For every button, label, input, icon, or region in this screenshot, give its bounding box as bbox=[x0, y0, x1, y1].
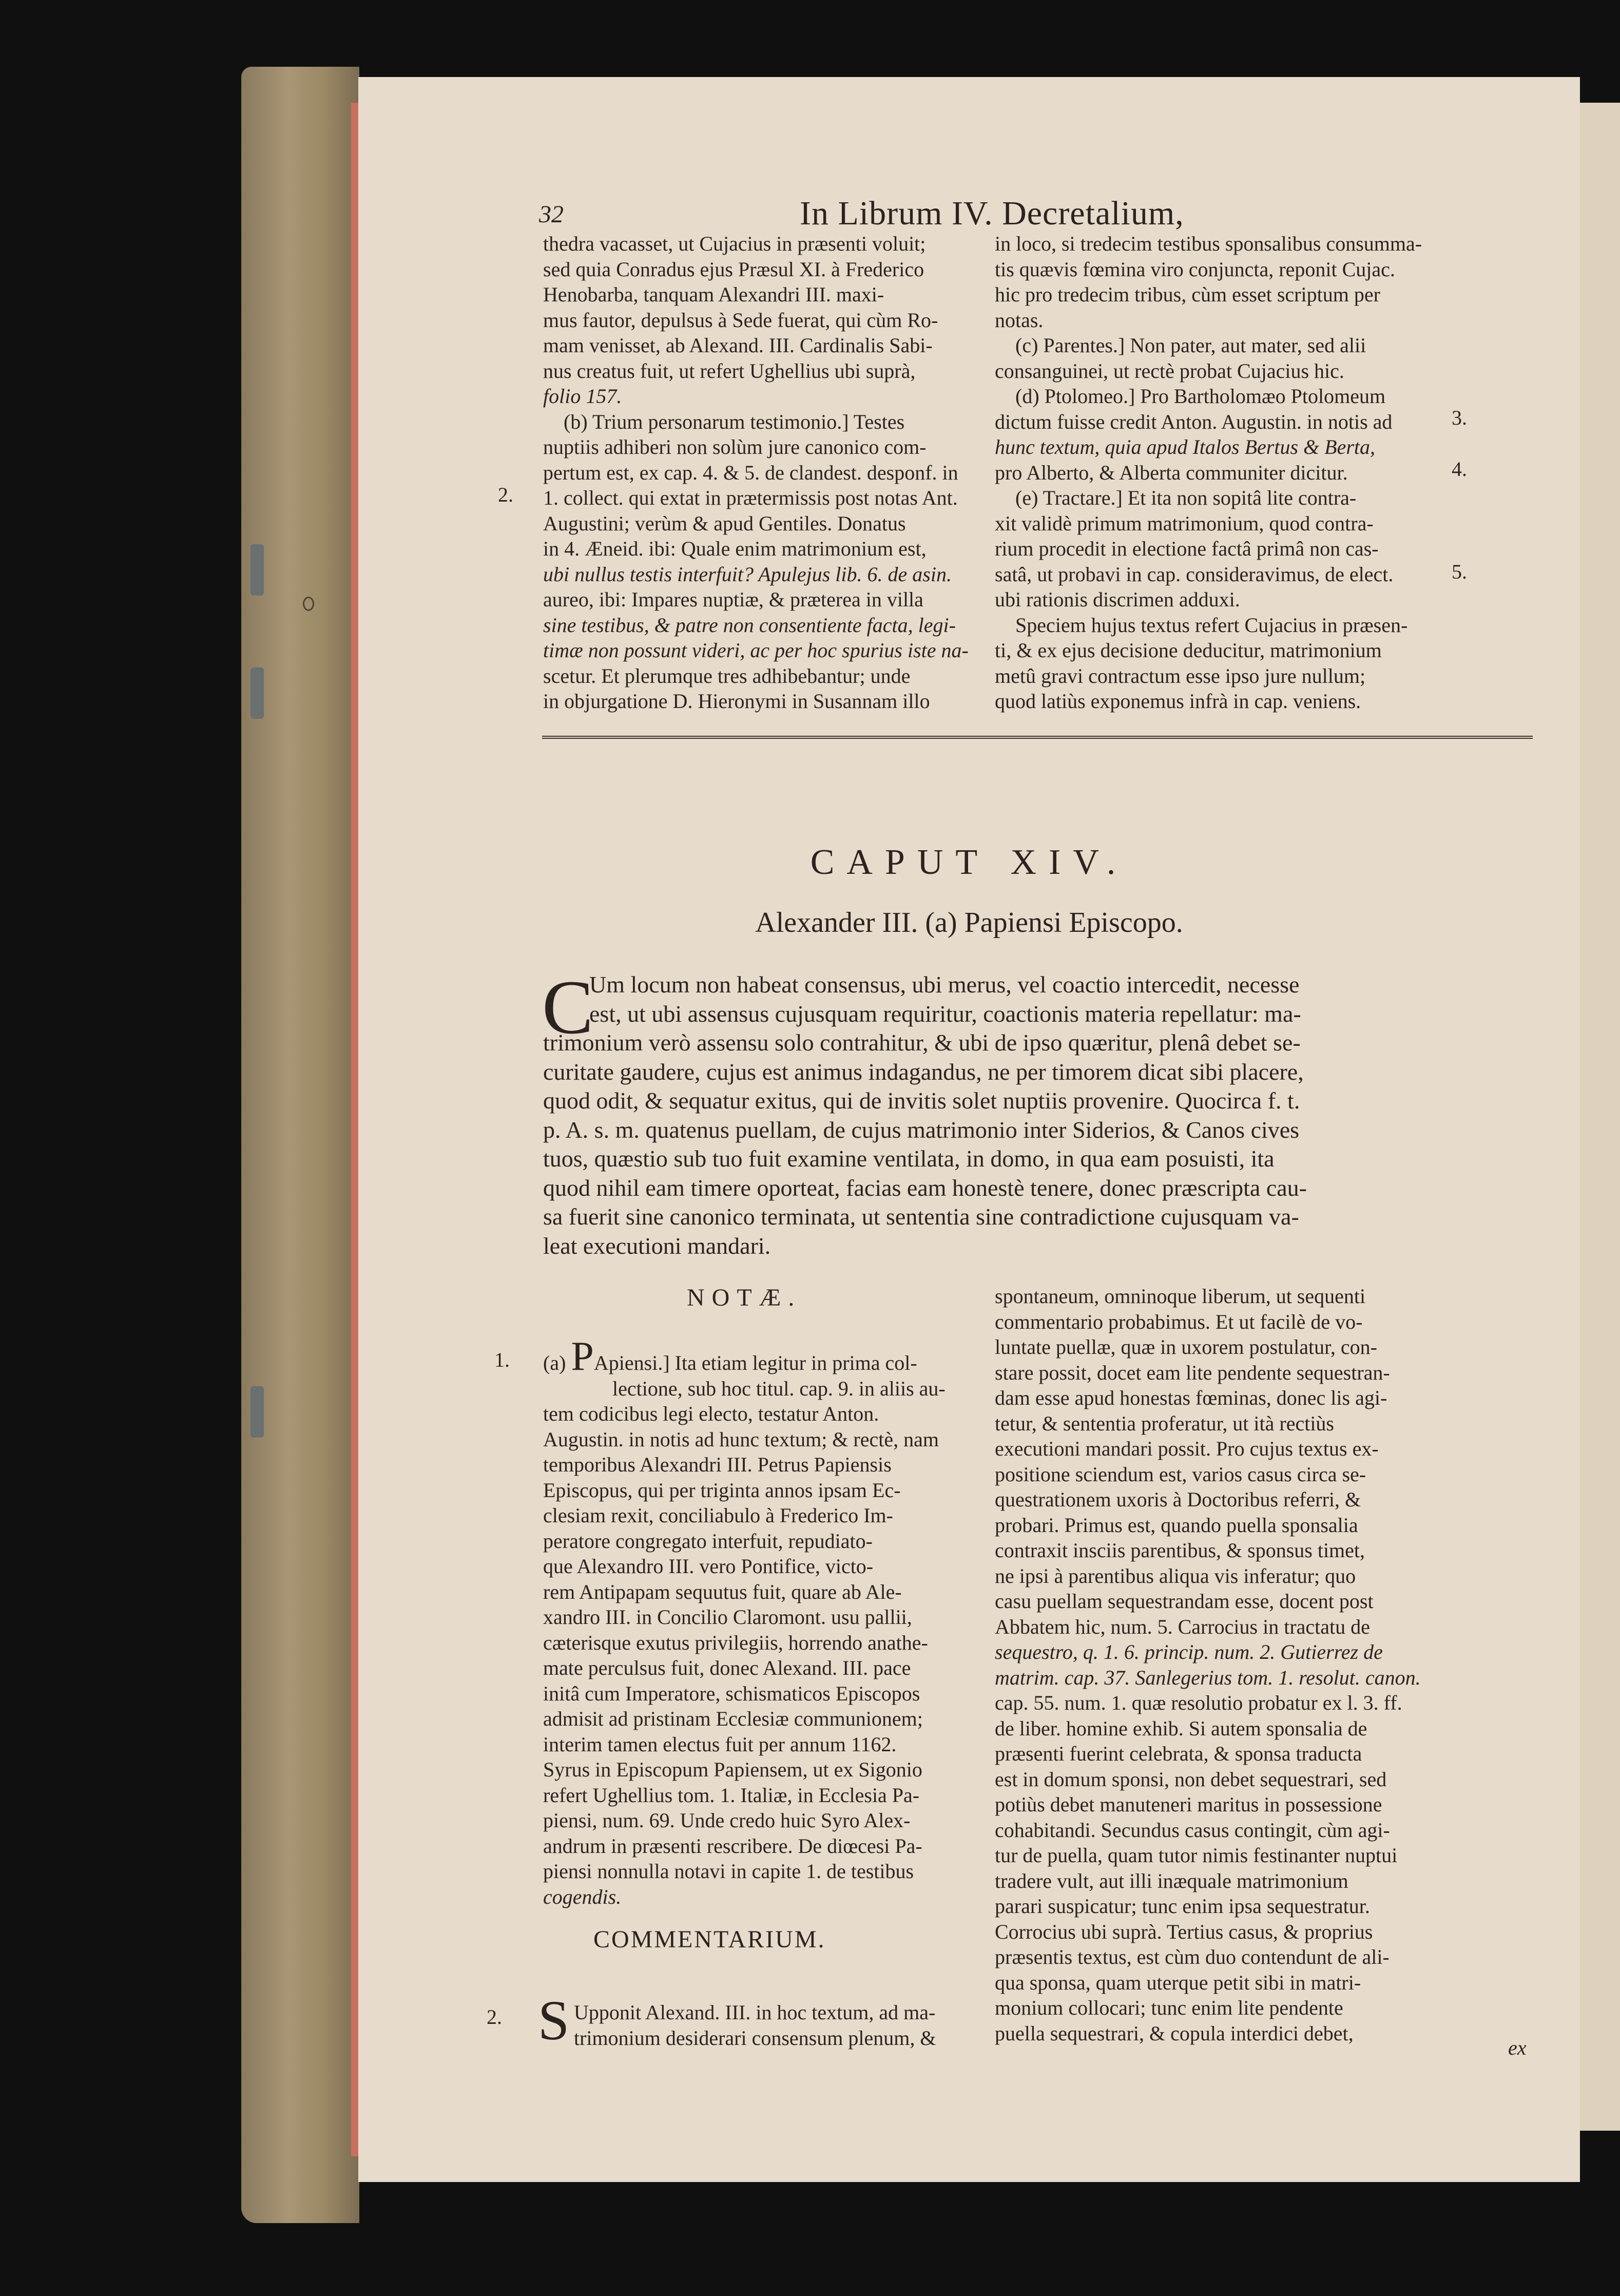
text-line: pertum est, ex cap. 4. & 5. de clandest. desponf. in bbox=[543, 461, 958, 484]
text-line: qua sponsa, quam uterque petit sibi in matri- bbox=[995, 1970, 1361, 1994]
text-line: in loco, si tredecim testibus sponsalibus consumma- bbox=[995, 232, 1422, 255]
text-line: luntate puellæ, quæ in uxorem postulatur, con- bbox=[995, 1335, 1377, 1359]
notae-heading: NOTÆ. bbox=[687, 1284, 802, 1311]
text-line: tem codicibus legi electo, testatur Anton. bbox=[543, 1402, 879, 1425]
text-line: potiùs debet manuteneri maritus in possessione bbox=[995, 1793, 1382, 1816]
text-line: (c) Parentes.] Non pater, aut mater, sed alii bbox=[1015, 334, 1366, 357]
text-line: mate perculsus fuit, donec Alexand. III. pace bbox=[543, 1656, 911, 1679]
text-line: matrim. cap. 37. Sanlegerius tom. 1. resolut. canon. bbox=[995, 1666, 1421, 1689]
margin-number: 3. bbox=[1452, 406, 1467, 429]
text-line: thedra vacasset, ut Cujacius in præsenti voluit; bbox=[543, 232, 926, 255]
text-line: spontaneum, omninoque liberum, ut sequenti bbox=[995, 1285, 1366, 1308]
running-title: In Librum IV. Decretalium, bbox=[800, 195, 1184, 232]
text-line: curitate gaudere, cujus est animus indagandus, ne per timorem dicat sibi placere, bbox=[543, 1058, 1304, 1085]
text-line: piensi nonnulla notavi in capite 1. de testibus bbox=[543, 1860, 914, 1883]
drop-cap: C bbox=[542, 965, 594, 1050]
text-line: aureo, ibi: Impares nuptiæ, & præterea in villa bbox=[543, 588, 923, 611]
text-line: hunc textum, quia apud Italos Bertus & Berta, bbox=[995, 435, 1376, 458]
text-line: quod latiùs exponemus infrà in cap. veniens. bbox=[995, 690, 1361, 713]
text-line: est in domum sponsi, non debet sequestrari, sed bbox=[995, 1767, 1387, 1791]
text-line: Augustini; verùm & apud Gentiles. Donatus bbox=[543, 511, 906, 535]
text-line: notas. bbox=[995, 308, 1044, 332]
text-line: stare possit, docet eam lite pendente sequestran- bbox=[995, 1361, 1390, 1384]
text-line: xit validè primum matrimonium, quod contra- bbox=[995, 511, 1374, 535]
text-line: præsentis textus, est cùm duo contendunt de ali- bbox=[995, 1945, 1390, 1968]
binding-clasp bbox=[250, 544, 264, 596]
text-line: Henobarba, tanquam Alexandri III. maxi- bbox=[543, 283, 884, 306]
text-line: nuptiis adhiberi non solùm jure canonico com- bbox=[543, 435, 927, 458]
text-line: casu puellam sequestrandam esse, docent post bbox=[995, 1590, 1374, 1613]
text-line: cohabitandi. Secundus casus contingit, cùm agi- bbox=[995, 1818, 1390, 1842]
text-line: tetur, & sententia proferatur, ut ità rectiùs bbox=[995, 1411, 1334, 1435]
bottom-right-column bbox=[995, 1284, 1467, 2046]
text-line: clesiam rexit, conciliabulo à Frederico Im- bbox=[543, 1504, 893, 1527]
text-line: sine testibus, & patre non consentiente facta, legi- bbox=[543, 613, 956, 637]
text-line: andrum in præsenti rescribere. De diœcesi Pa- bbox=[543, 1834, 922, 1858]
text-line: contraxit insciis parentibus, & sponsus timet, bbox=[995, 1539, 1365, 1562]
text-line: tis quævis fœmina viro conjuncta, reponit Cujac. bbox=[995, 257, 1395, 281]
text-line: de liber. homine exhib. Si autem sponsalia de bbox=[995, 1716, 1367, 1740]
text-line: pro Alberto, & Alberta communiter dicitur. bbox=[995, 461, 1348, 484]
text-line: Speciem hujus textus refert Cujacius in præsen- bbox=[1015, 613, 1408, 637]
text-line: Augustin. in notis ad hunc textum; & rectè, nam bbox=[543, 1427, 939, 1451]
binding-hole bbox=[303, 597, 314, 611]
notae-column bbox=[543, 1334, 985, 1909]
text-line: in 4. Æneid. ibi: Quale enim matrimonium est, bbox=[543, 537, 927, 560]
text-line: commentario probabimus. Et ut facilè de vo- bbox=[995, 1310, 1363, 1333]
text-line: questrationem uxoris à Doctoribus referri, & bbox=[995, 1488, 1361, 1511]
text-line: tur de puella, quam tutor nimis festinanter nuptui bbox=[995, 1844, 1398, 1867]
margin-number: 2. bbox=[498, 483, 513, 506]
text-line: (b) Trium personarum testimonio.] Testes bbox=[564, 410, 905, 433]
facing-page-edge bbox=[1580, 103, 1620, 2131]
chapter-heading: CAPUT XIV. bbox=[810, 843, 1128, 882]
text-line: 1. collect. qui extat in prætermissis post notas Ant. bbox=[543, 486, 958, 509]
text-line: initâ cum Imperatore, schismaticos Episcopos bbox=[543, 1681, 920, 1705]
text-line: (d) Ptolomeo.] Pro Bartholomæo Ptolomeum bbox=[1015, 385, 1386, 408]
text-line: metû gravi contractum esse ipso jure nullum; bbox=[995, 664, 1366, 687]
text-line: probari. Primus est, quando puella sponsalia bbox=[995, 1513, 1358, 1537]
text-line: dictum fuisse credit Anton. Augustin. in notis ad bbox=[995, 410, 1393, 433]
text-line: rem Antipapam sequutus fuit, quare ab Ale- bbox=[543, 1580, 902, 1603]
binding-clasp bbox=[250, 667, 264, 719]
text-line: scetur. Et plerumque tres adhibebantur; unde bbox=[543, 664, 911, 687]
margin-number: 2. bbox=[487, 2005, 502, 2029]
text-line: ne ipsi à parentibus aliqua vis inferatur; quo bbox=[995, 1564, 1356, 1587]
text-line: peratore congregato interfuit, repudiato- bbox=[543, 1529, 873, 1553]
decretal-text bbox=[542, 965, 1534, 1260]
text-line: mus fautor, depulsus à Sede fuerat, qui cùm Ro- bbox=[543, 308, 938, 332]
text-line: Syrus in Episcopum Papiensem, ut ex Sigonio bbox=[543, 1758, 922, 1781]
book-spine-edge bbox=[241, 67, 359, 2223]
commentarium-heading: COMMENTARIUM. bbox=[593, 1926, 826, 1953]
text-line: nus creatus fuit, ut refert Ughellius ubi suprà, bbox=[543, 359, 916, 382]
text-line: leat executioni mandari. bbox=[543, 1232, 771, 1259]
text-line: timæ non possunt videri, ac per hoc spurius iste na- bbox=[543, 639, 969, 662]
text-line: ubi nullus testis interfuit? Apulejus lib. 6. de asin. bbox=[543, 562, 952, 586]
text-line: Episcopus, qui per triginta annos ipsam Ec- bbox=[543, 1478, 901, 1502]
text-line: ti, & ex ejus decisione deducitur, matrimonium bbox=[995, 639, 1382, 662]
book-page bbox=[358, 77, 1580, 2182]
binding-clasp bbox=[250, 1386, 264, 1438]
text-line: trimonium verò assensu solo contrahitur, & ubi de ipso quæritur, plenâ debet se- bbox=[543, 1029, 1301, 1056]
text-line: positione sciendum est, varios casus circa se- bbox=[995, 1462, 1366, 1486]
chapter-subtitle: Alexander III. (a) Papiensi Episcopo. bbox=[755, 907, 1183, 939]
text-line: temporibus Alexandri III. Petrus Papiensis bbox=[543, 1453, 892, 1476]
text-line bbox=[543, 1334, 985, 1379]
section-divider bbox=[542, 736, 1533, 739]
note-marker: (a) bbox=[543, 1351, 566, 1374]
text-line: dam esse apud honestas fœminas, donec lis agi- bbox=[995, 1386, 1387, 1409]
text-line: cap. 55. num. 1. quæ resolutio probatur ex l. 3. ff. bbox=[995, 1691, 1402, 1714]
margin-number: 4. bbox=[1452, 457, 1467, 481]
page-number: 32 bbox=[539, 201, 564, 228]
margin-number: 5. bbox=[1452, 560, 1467, 583]
text-line: tradere vult, aut illi inæquale matrimonium bbox=[995, 1869, 1348, 1892]
red-page-edge bbox=[351, 103, 358, 2156]
text-line: lectione, sub hoc titul. cap. 9. in aliis au- bbox=[612, 1376, 946, 1400]
note-text: Apiensi.] Ita etiam legitur in prima col- bbox=[593, 1351, 917, 1374]
catchword: ex bbox=[1508, 2036, 1527, 2059]
text-line: mam venisset, ab Alexand. III. Cardinalis Sabi- bbox=[543, 334, 933, 357]
top-right-column bbox=[995, 231, 1467, 714]
text-line: cæterisque exutus privilegiis, horrendo anathe- bbox=[543, 1631, 928, 1654]
commentarium-column bbox=[574, 2000, 985, 2051]
text-line: interim tamen electus fuit per annum 1162. bbox=[543, 1732, 897, 1756]
margin-number: 1. bbox=[494, 1348, 510, 1371]
text-line: (e) Tractare.] Et ita non sopitâ lite contra- bbox=[1015, 486, 1357, 509]
text-line: est, ut ubi assensus cujusquam requiritur, coactionis materia repellatur: ma- bbox=[589, 1000, 1301, 1027]
text-line: Upponit Alexand. III. in hoc textum, ad ma- bbox=[574, 2001, 936, 2024]
text-line: Corrocius ubi suprà. Tertius casus, & proprius bbox=[995, 1920, 1373, 1943]
text-line: hic pro tredecim tribus, cùm esset scriptum per bbox=[995, 283, 1380, 306]
top-left-column bbox=[543, 231, 1015, 714]
text-line: folio 157. bbox=[543, 385, 622, 408]
text-line: consanguinei, ut rectè probat Cujacius hic. bbox=[995, 359, 1344, 382]
text-line: sequestro, q. 1. 6. princip. num. 2. Gutierrez de bbox=[995, 1640, 1383, 1663]
text-line: satâ, ut probavi in cap. consideravimus, de elect. bbox=[995, 562, 1394, 586]
text-line: trimonium desiderari consensum plenum, & bbox=[574, 2026, 936, 2050]
text-line: Abbatem hic, num. 5. Carrocius in tractatu de bbox=[995, 1615, 1370, 1638]
text-line: monium collocari; tunc enim lite pendente bbox=[995, 1996, 1343, 2019]
text-line: præsenti fuerint celebrata, & sponsa traducta bbox=[995, 1742, 1362, 1765]
text-line: rium procedit in electione factâ primâ non cas- bbox=[995, 537, 1379, 560]
text-line: quod odit, & sequatur exitus, qui de invitis solet nuptiis provenire. Quocirca f. t. bbox=[543, 1087, 1300, 1114]
text-line: cogendis. bbox=[543, 1885, 622, 1908]
text-line: sa fuerit sine canonico terminata, ut sententia sine contradictione cujusquam va- bbox=[543, 1203, 1299, 1230]
text-line: in objurgatione D. Hieronymi in Susannam illo bbox=[543, 690, 930, 713]
text-line: p. A. s. m. quatenus puellam, de cujus matrimonio inter Siderios, & Canos cives bbox=[543, 1116, 1300, 1143]
text-line: puella sequestrari, & copula interdici debet, bbox=[995, 2021, 1354, 2045]
text-line: piensi, num. 69. Unde credo huic Syro Alex- bbox=[543, 1809, 911, 1832]
text-line: tuos, quæstio sub tuo fuit examine ventilata, in domo, in qua eam posuisti, ita bbox=[543, 1145, 1275, 1172]
text-line: parari suspicatur; tunc enim ipsa sequestratur. bbox=[995, 1895, 1370, 1918]
text-line: xandro III. in Concilio Claromont. usu pallii, bbox=[543, 1605, 912, 1629]
drop-cap: P bbox=[571, 1334, 594, 1379]
text-line: executioni mandari possit. Pro cujus textus ex- bbox=[995, 1437, 1379, 1460]
text-line: Um locum non habeat consensus, ubi merus, vel coactio intercedit, necesse bbox=[589, 971, 1300, 998]
drop-cap: S bbox=[538, 1989, 570, 2052]
text-line: ubi rationis discrimen adduxi. bbox=[995, 588, 1240, 611]
text-line: admisit ad pristinam Ecclesiæ communionem; bbox=[543, 1707, 923, 1730]
text-line: que Alexandro III. vero Pontifice, victo- bbox=[543, 1555, 874, 1578]
text-line: sed quia Conradus ejus Præsul XI. à Frederico bbox=[543, 257, 924, 281]
text-line: refert Ughellius tom. 1. Italiæ, in Ecclesia Pa- bbox=[543, 1783, 920, 1807]
text-line: quod nihil eam timere oporteat, facias eam honestè tenere, donec præscripta cau- bbox=[543, 1174, 1307, 1201]
